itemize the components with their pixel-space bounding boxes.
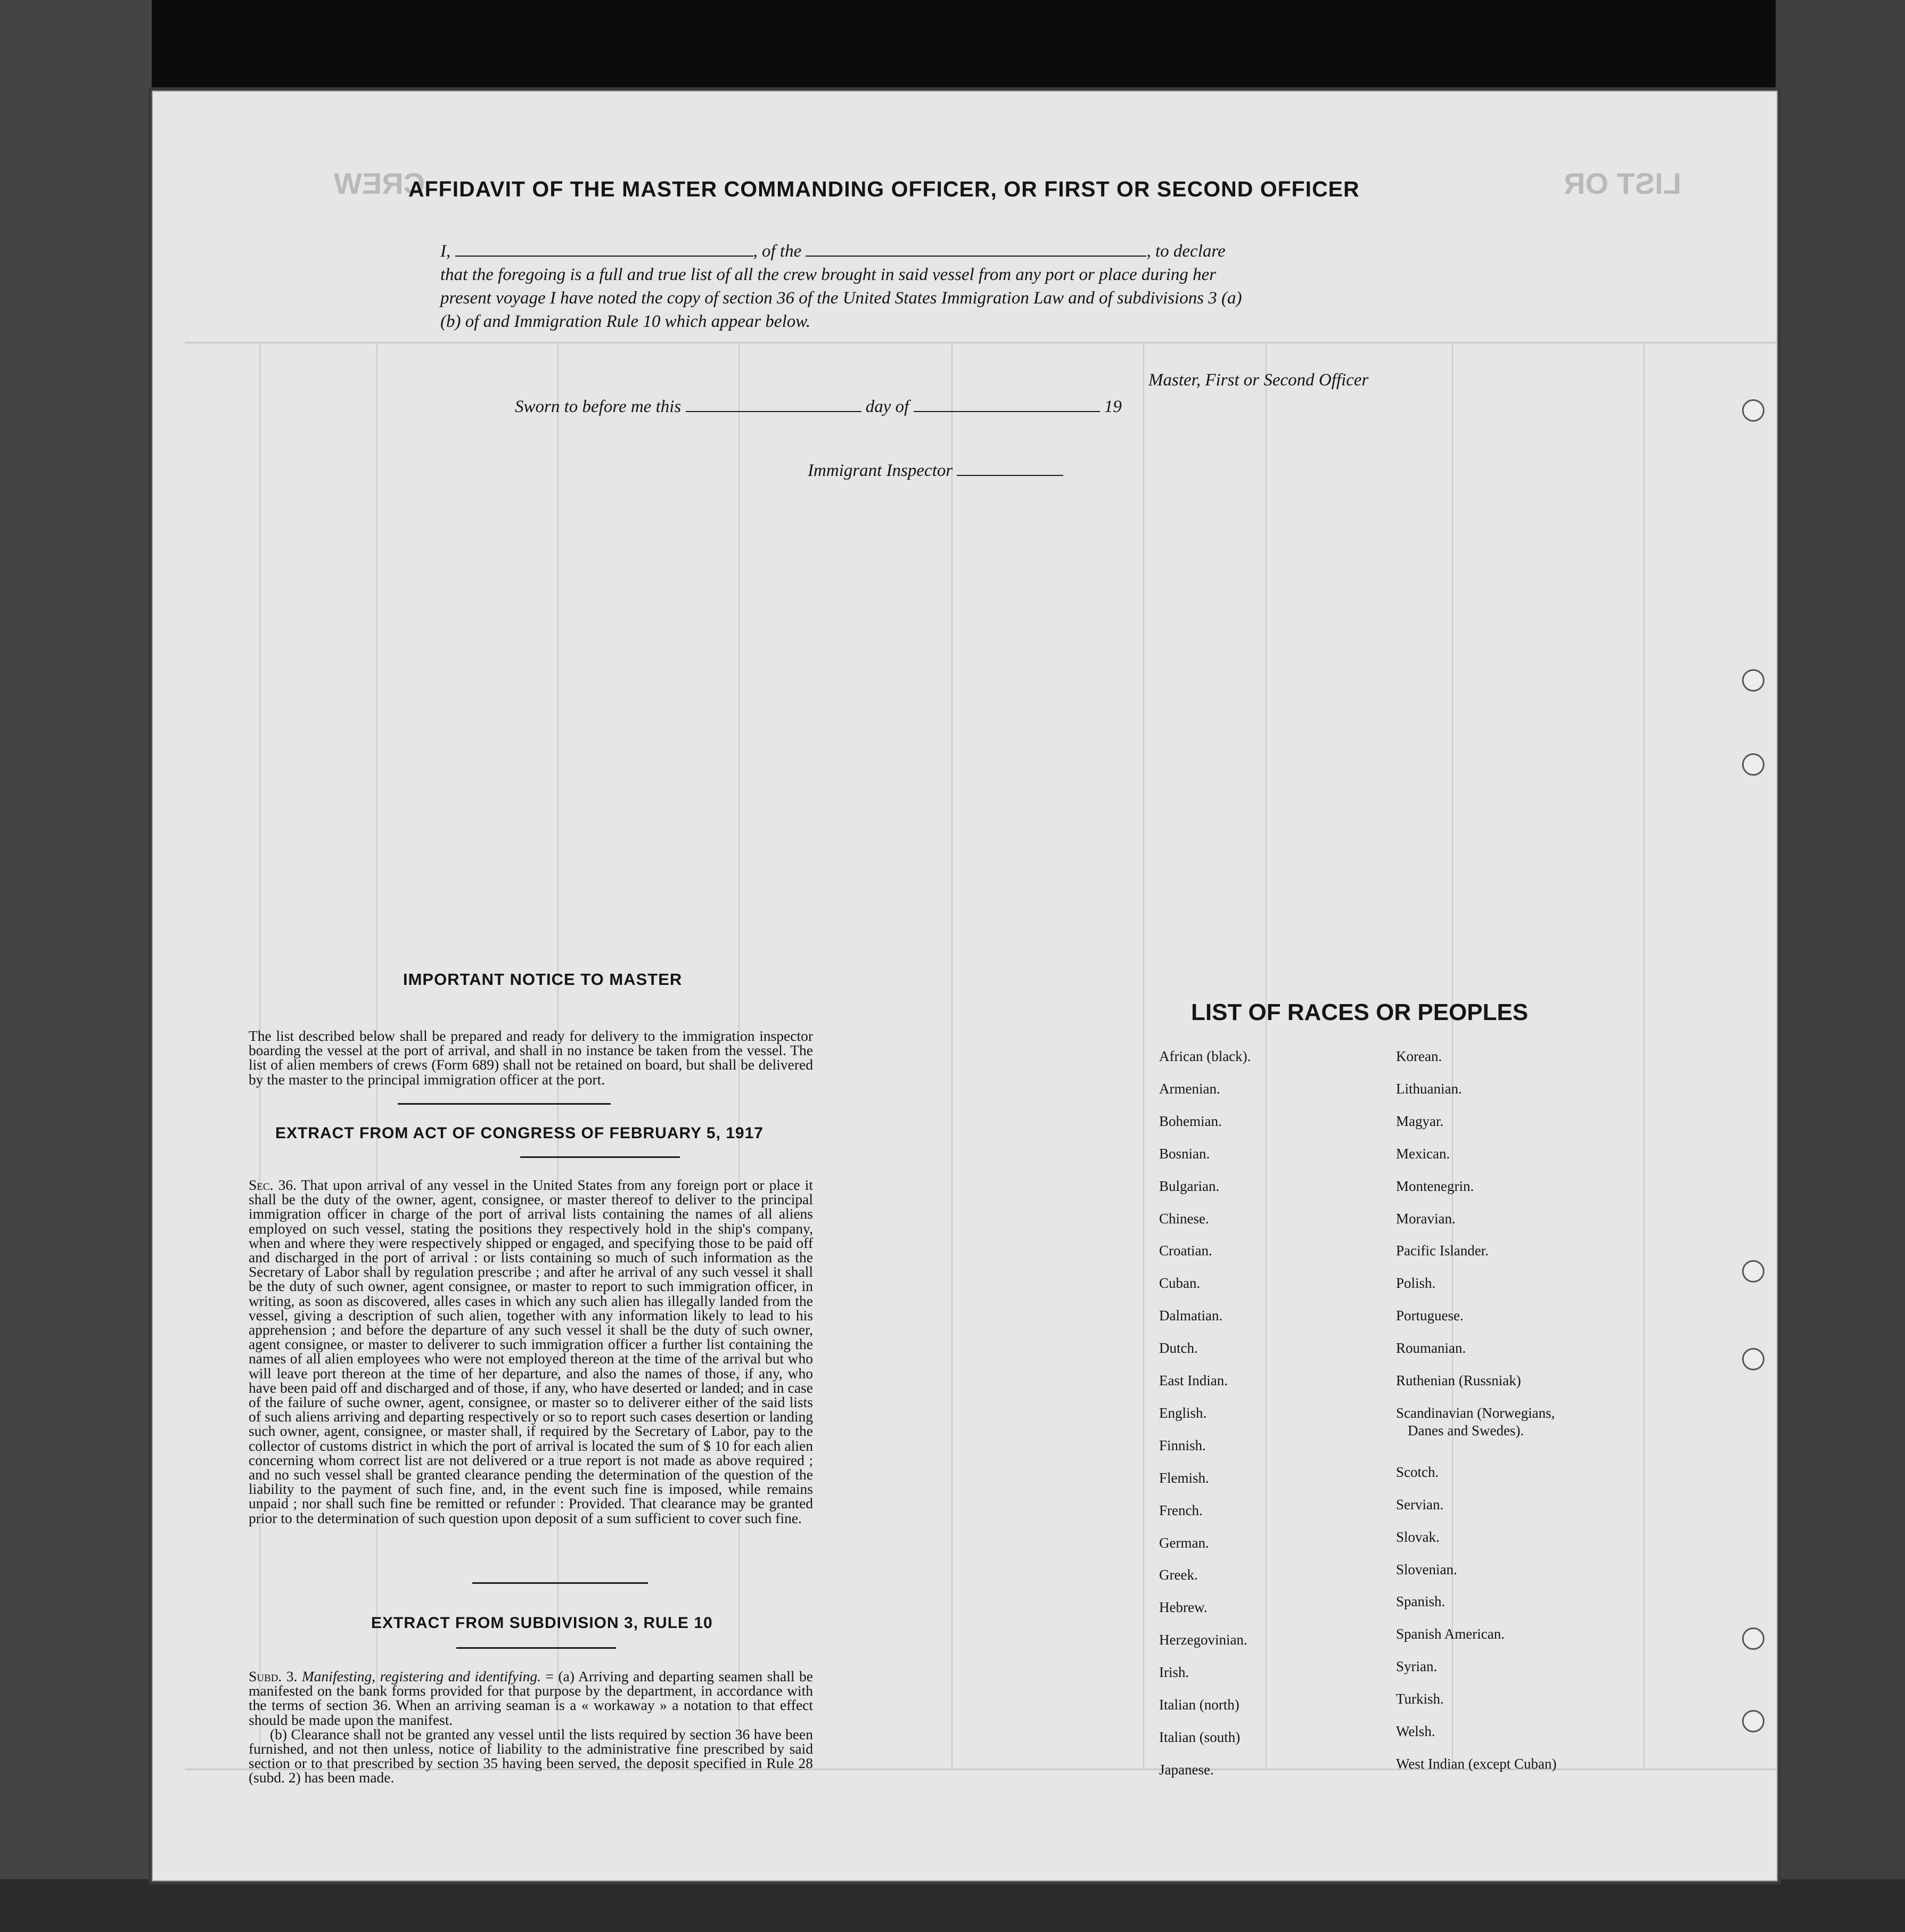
to-declare-label: , to declare <box>1146 242 1226 261</box>
race-item: African (black). <box>1159 1048 1251 1064</box>
race-item: Finnish. <box>1159 1437 1206 1453</box>
inspector-signature-blank <box>957 475 1063 476</box>
race-item: Irish. <box>1159 1664 1189 1681</box>
extract-act-heading: EXTRACT FROM ACT OF CONGRESS OF FEBRUARY 5, 1917 <box>275 1124 763 1142</box>
section-36-label: Sec. 36. <box>249 1177 297 1193</box>
race-item: Turkish. <box>1396 1691 1444 1707</box>
race-item: Greek. <box>1159 1567 1198 1583</box>
scan-background-right <box>1776 0 1905 1932</box>
race-item: Magyar. <box>1396 1113 1444 1129</box>
sworn-label: Sworn to before me this <box>515 397 681 416</box>
race-item: Scandinavian (Norwegians, <box>1396 1404 1555 1421</box>
race-item: Bulgarian. <box>1159 1178 1220 1194</box>
race-item: Ruthenian (Russniak) <box>1396 1372 1521 1388</box>
important-notice-text: The list described below shall be prepared and ready for delivery to the immigration inspector boarding the vessel at the port of arrival, and shall in no instance be taken from the vessel. The list of alien members of crews (Form 689) shall not be retained on board, but shall be delivered by the master to the principal immigration officer at the port. <box>249 1027 813 1088</box>
extract-act-text <box>249 1178 813 1525</box>
race-item: Welsh. <box>1396 1723 1435 1739</box>
race-item: Slovenian. <box>1396 1561 1457 1577</box>
race-item: Chinese. <box>1159 1210 1209 1227</box>
day-of-label: day of <box>865 397 909 416</box>
race-item: English. <box>1159 1404 1207 1421</box>
punch-hole <box>1742 399 1764 422</box>
important-notice-heading: IMPORTANT NOTICE TO MASTER <box>403 970 683 989</box>
subd-label: Subd. 3. <box>249 1668 298 1684</box>
scan-background-bottom <box>0 1879 1905 1932</box>
ghost-col-rule <box>1644 342 1645 1769</box>
race-item: Portuguese. <box>1396 1308 1464 1324</box>
sworn-day-blank <box>686 411 861 412</box>
subd-title: Manifesting, registering and identifying. <box>301 1668 541 1684</box>
affidavit-line-1 <box>440 240 1638 264</box>
affidavit-title: AFFIDAVIT OF THE MASTER COMMANDING OFFICER, OR FIRST OR SECOND OFFICER <box>408 177 1360 201</box>
race-item: Bosnian. <box>1159 1145 1210 1162</box>
affidavit-line-4: (b) of and Immigration Rule 10 which appear below. <box>440 312 811 331</box>
master-name-blank <box>455 256 753 257</box>
race-item: Montenegrin. <box>1396 1178 1474 1194</box>
extract-rule-heading: EXTRACT FROM SUBDIVISION 3, RULE 10 <box>371 1614 713 1632</box>
race-item: Dalmatian. <box>1159 1308 1223 1324</box>
race-item: German. <box>1159 1534 1209 1551</box>
bleed-through-crew: CREW <box>334 167 425 200</box>
race-item: Spanish American. <box>1396 1626 1505 1642</box>
punch-hole <box>1742 753 1764 776</box>
subd-text-a: = (a) Arriving and departing seamen shall be manifested on the bank forms provided for that purpose by the department, in accordance with the terms of section 36. When an arriving seaman is a « workaway » a notation to that effect should be made upon the manifest. <box>249 1668 813 1728</box>
race-item: Lithuanian. <box>1396 1080 1462 1097</box>
race-item: Scotch. <box>1396 1464 1439 1480</box>
i-label: I, <box>440 242 451 261</box>
ghost-table-top-rule <box>185 342 1777 343</box>
master-signature-label: Master, First or Second Officer <box>1148 371 1369 390</box>
races-title: LIST OF RACES OR PEOPLES <box>1191 999 1529 1025</box>
affidavit-line-2: that the foregoing is a full and true list of all the crew brought in said vessel from any port or place during her <box>440 265 1217 284</box>
race-item: Dutch. <box>1159 1340 1198 1356</box>
punch-hole <box>1742 1710 1764 1732</box>
section-divider <box>456 1647 616 1649</box>
section-divider <box>398 1103 611 1105</box>
race-item: French. <box>1159 1502 1203 1518</box>
subd-text-b: (b) Clearance shall not be granted any vessel until the lists required by section 36 have been furnished, and not then unless, notice of liability to the administrative fine prescribed by said section or to that prescribed by section 35 having been served, the deposit specified in Rule 28 (subd. 2) has been made. <box>249 1725 813 1786</box>
race-item: Danes and Swedes). <box>1408 1422 1524 1438</box>
race-item: Polish. <box>1396 1275 1436 1292</box>
race-item: Bohemian. <box>1159 1113 1222 1129</box>
race-item: Mexican. <box>1396 1145 1450 1162</box>
race-item: Italian (north) <box>1159 1697 1239 1713</box>
ghost-col-rule <box>1143 342 1144 1769</box>
ghost-col-rule <box>1452 342 1453 1769</box>
section-divider <box>520 1156 680 1158</box>
race-item: Roumanian. <box>1396 1340 1466 1356</box>
affidavit-line-3: present voyage I have noted the copy of section 36 of the United States Immigration Law and of subdivisions 3 (a) <box>440 289 1242 308</box>
race-item: Herzegovinian. <box>1159 1632 1247 1648</box>
ghost-col-rule <box>951 342 952 1769</box>
of-the-label: , of the <box>753 242 802 261</box>
race-item: Japanese. <box>1159 1761 1214 1778</box>
race-item: Hebrew. <box>1159 1599 1208 1616</box>
race-item: Syrian. <box>1396 1658 1438 1675</box>
scan-background-left <box>0 0 152 1932</box>
race-item: West Indian (except Cuban) <box>1396 1755 1557 1772</box>
section-divider <box>472 1582 648 1584</box>
race-item: Pacific Islander. <box>1396 1243 1489 1259</box>
punch-hole <box>1742 669 1764 692</box>
race-item: Servian. <box>1396 1496 1444 1512</box>
race-item: East Indian. <box>1159 1372 1228 1388</box>
year-prefix: 19 <box>1104 397 1122 416</box>
race-item: Italian (south) <box>1159 1729 1241 1745</box>
month-blank <box>914 411 1100 412</box>
punch-hole <box>1742 1627 1764 1650</box>
extract-rule-text <box>249 1669 813 1785</box>
race-item: Korean. <box>1396 1048 1442 1064</box>
punch-hole <box>1742 1348 1764 1370</box>
race-item: Moravian. <box>1396 1210 1456 1227</box>
punch-hole <box>1742 1260 1764 1282</box>
race-item: Cuban. <box>1159 1275 1201 1292</box>
race-item: Flemish. <box>1159 1469 1209 1486</box>
inspector-line <box>808 459 1234 483</box>
section-36-body: That upon arrival of any vessel in the United States from any foreign port or place it shall be the duty of the owner, agent, consignee, or master thereof to deliver to the principal immigration officer in charge of the port of arrival lists containing the names of all aliens employed on such vessel, stating the positions they respectively hold in the ship's company, when and where they were respectively shipped or engaged, and specifying those to be paid off and discharged in the port of arrival : or lists containing so much of such information as the Secretary of Labor shall by regulation prescribe ; and after he arrival of any such vessel it shall be the duty of such owner, agent consignee, or master to report to such immigration officer, in writing, as soon as discovered, alles cases in which any such alien has illegally landed from the vessel, giving a description of such alien, together with any information likely to lead to his apprehension ; and before the departure of any such vessel it shall be the duty of such owner, agent consignee, or master to deliverer to such immigration officer a further list containing the names of all alien employees who were not employed thereon at the time of the arrival but who will leave port thereon at the time of her departure, and also the names of those, if any, who have been paid off and discharged and of those, if any, who have deserted or landed; and in case of the failure of suche owner, agent, consignee, or master so to deliverer either of the said lists of such aliens arriving and departing respectively or so to report such cases desertion or landing such owner, agent, consignee, or master shall, if required by the Secretary of Labor, pay to the collector of customs district in which the port of arrival is located the sum of $ 10 for each alien concerning whom correct list are not delivered or a true report is not made as above required ; and no such vessel shall be granted clearance pending the determination of the question of the liability to the payment of such fine, and, in the event such fine is imposed, while remains unpaid ; nor shall such fine be remitted or refunder : Provided. That clearance may be granted prior to the determination of such question upon deposit of a sum sufficient to cover such fine. <box>249 1177 813 1526</box>
ghost-col-rule <box>1266 342 1267 1769</box>
manifest-sheet <box>152 91 1778 1881</box>
vessel-name-blank <box>806 256 1146 257</box>
race-item: Slovak. <box>1396 1528 1440 1545</box>
inspector-label: Immigrant Inspector <box>808 461 953 480</box>
sworn-line <box>515 395 1580 419</box>
race-item: Spanish. <box>1396 1593 1446 1610</box>
race-item: Croatian. <box>1159 1243 1212 1259</box>
bleed-through-title: LIST OR <box>1564 167 1681 200</box>
race-item: Armenian. <box>1159 1080 1220 1097</box>
